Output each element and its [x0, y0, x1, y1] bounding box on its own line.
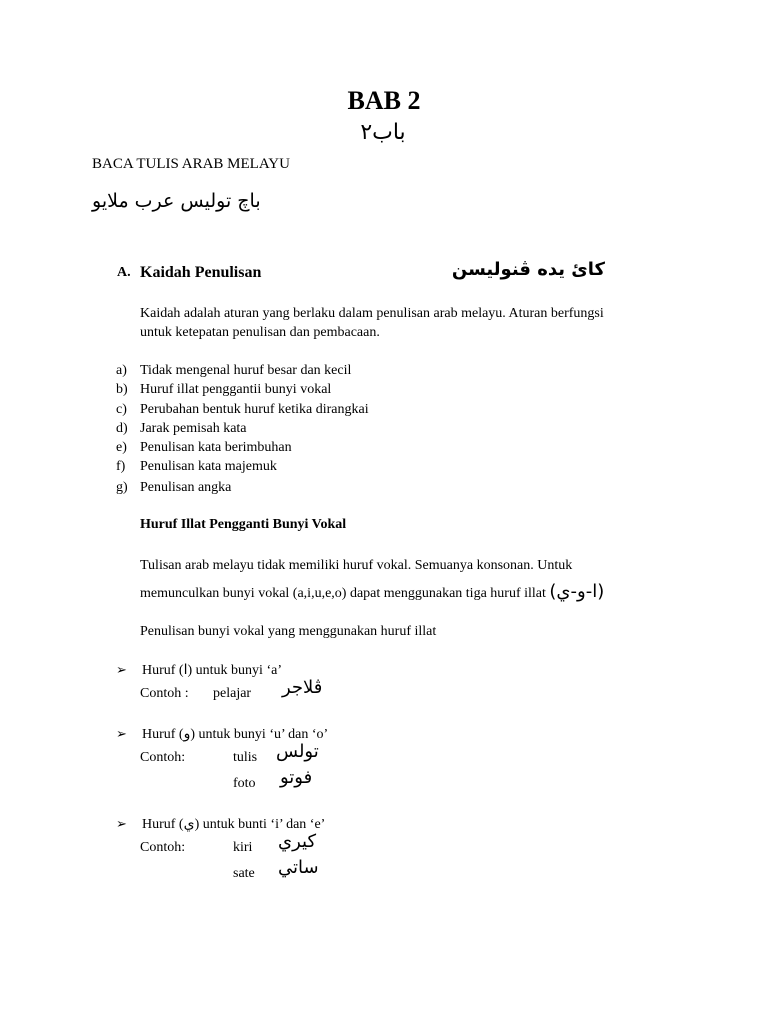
list-item [116, 382, 331, 398]
illat-letters: (ا-و-ي) [549, 581, 605, 602]
list-label: g) [116, 480, 128, 495]
example-arabic: تولس [276, 741, 319, 762]
example-label: Contoh : [140, 686, 189, 701]
list-item [116, 440, 292, 456]
bullet-arrow-icon: ➢ [116, 662, 127, 677]
list-item [116, 421, 247, 437]
bullet-arrow-icon: ➢ [116, 816, 127, 831]
vokal-para-line-1: Tulisan arab melayu tidak memiliki huruf vokal. Semuanya konsonan. Untuk [140, 558, 573, 573]
example-latin: tulis [233, 750, 258, 765]
list-text: Penulisan kata majemuk [140, 459, 277, 474]
chapter-subtitle: BACA TULIS ARAB MELAYU [92, 156, 290, 172]
intro-line-2: untuk ketepatan penulisan dan pembacaan. [140, 325, 380, 340]
list-label: d) [116, 421, 128, 436]
bullet-arrow-icon: ➢ [116, 726, 127, 741]
example-arabic: ڤلاجر [282, 677, 323, 698]
list-label: a) [116, 363, 127, 378]
section-title: Kaidah Penulisan [140, 264, 262, 281]
section-title-arabic: کائ يده ڤنوليسن [451, 259, 605, 280]
group-title-pre: Huruf ( [142, 727, 184, 742]
bullet-alif [116, 660, 282, 680]
example-arabic: ساتي [278, 857, 319, 878]
group-title-pre: Huruf ( [142, 663, 184, 678]
vokal-para-2: Penulisan bunyi vokal yang menggunakan huruf illat [140, 624, 437, 639]
example-label: Contoh: [140, 750, 186, 765]
list-label: c) [116, 402, 127, 417]
list-text: Tidak mengenal huruf besar dan kecil [140, 363, 352, 378]
list-text: Jarak pemisah kata [140, 421, 247, 436]
group-title-post: ) untuk bunyi ‘u’ dan ‘o’ [190, 727, 329, 742]
list-item [116, 363, 351, 379]
example-latin: foto [233, 776, 256, 791]
list-item [116, 459, 277, 475]
vokal-para-line-2 [140, 582, 604, 603]
list-label: e) [116, 440, 127, 455]
list-label: b) [116, 382, 128, 397]
chapter-title-arabic: باب٢ [360, 120, 406, 145]
group-letter: و [183, 726, 191, 742]
vokal-para-text: memunculkan bunyi vokal (a,i,u,e,o) dapat menggunakan tiga huruf illat [140, 586, 546, 601]
list-label: f) [116, 459, 126, 474]
vokal-heading: Huruf Illat Pengganti Bunyi Vokal [140, 517, 347, 532]
example-latin: kiri [233, 840, 253, 855]
example-label: Contoh: [140, 840, 186, 855]
list-text: Huruf illat penggantii bunyi vokal [140, 382, 332, 397]
example-latin: pelajar [213, 686, 252, 701]
group-letter: ي [183, 816, 195, 832]
group-title-post: ) untuk bunyi ‘a’ [187, 663, 282, 678]
example-arabic: فوتو [280, 767, 313, 788]
list-text: Penulisan kata berimbuhan [140, 440, 292, 455]
list-item [116, 480, 231, 496]
chapter-subtitle-arabic: باچ توليس عرب ملايو [92, 190, 261, 212]
group-title-pre: Huruf ( [142, 817, 184, 832]
example-arabic: كيري [278, 831, 317, 852]
list-text: Penulisan angka [140, 480, 232, 495]
group-title-post: ) untuk bunti ‘i’ dan ‘e’ [194, 817, 326, 832]
list-item [116, 402, 369, 418]
section-marker: A. [117, 265, 131, 280]
example-latin: sate [233, 866, 255, 881]
chapter-title: BAB 2 [347, 86, 421, 115]
group-letter: ا [183, 662, 188, 678]
intro-line-1: Kaidah adalah aturan yang berlaku dalam penulisan arab melayu. Aturan berfungsi [140, 306, 604, 321]
list-text: Perubahan bentuk huruf ketika dirangkai [140, 402, 369, 417]
